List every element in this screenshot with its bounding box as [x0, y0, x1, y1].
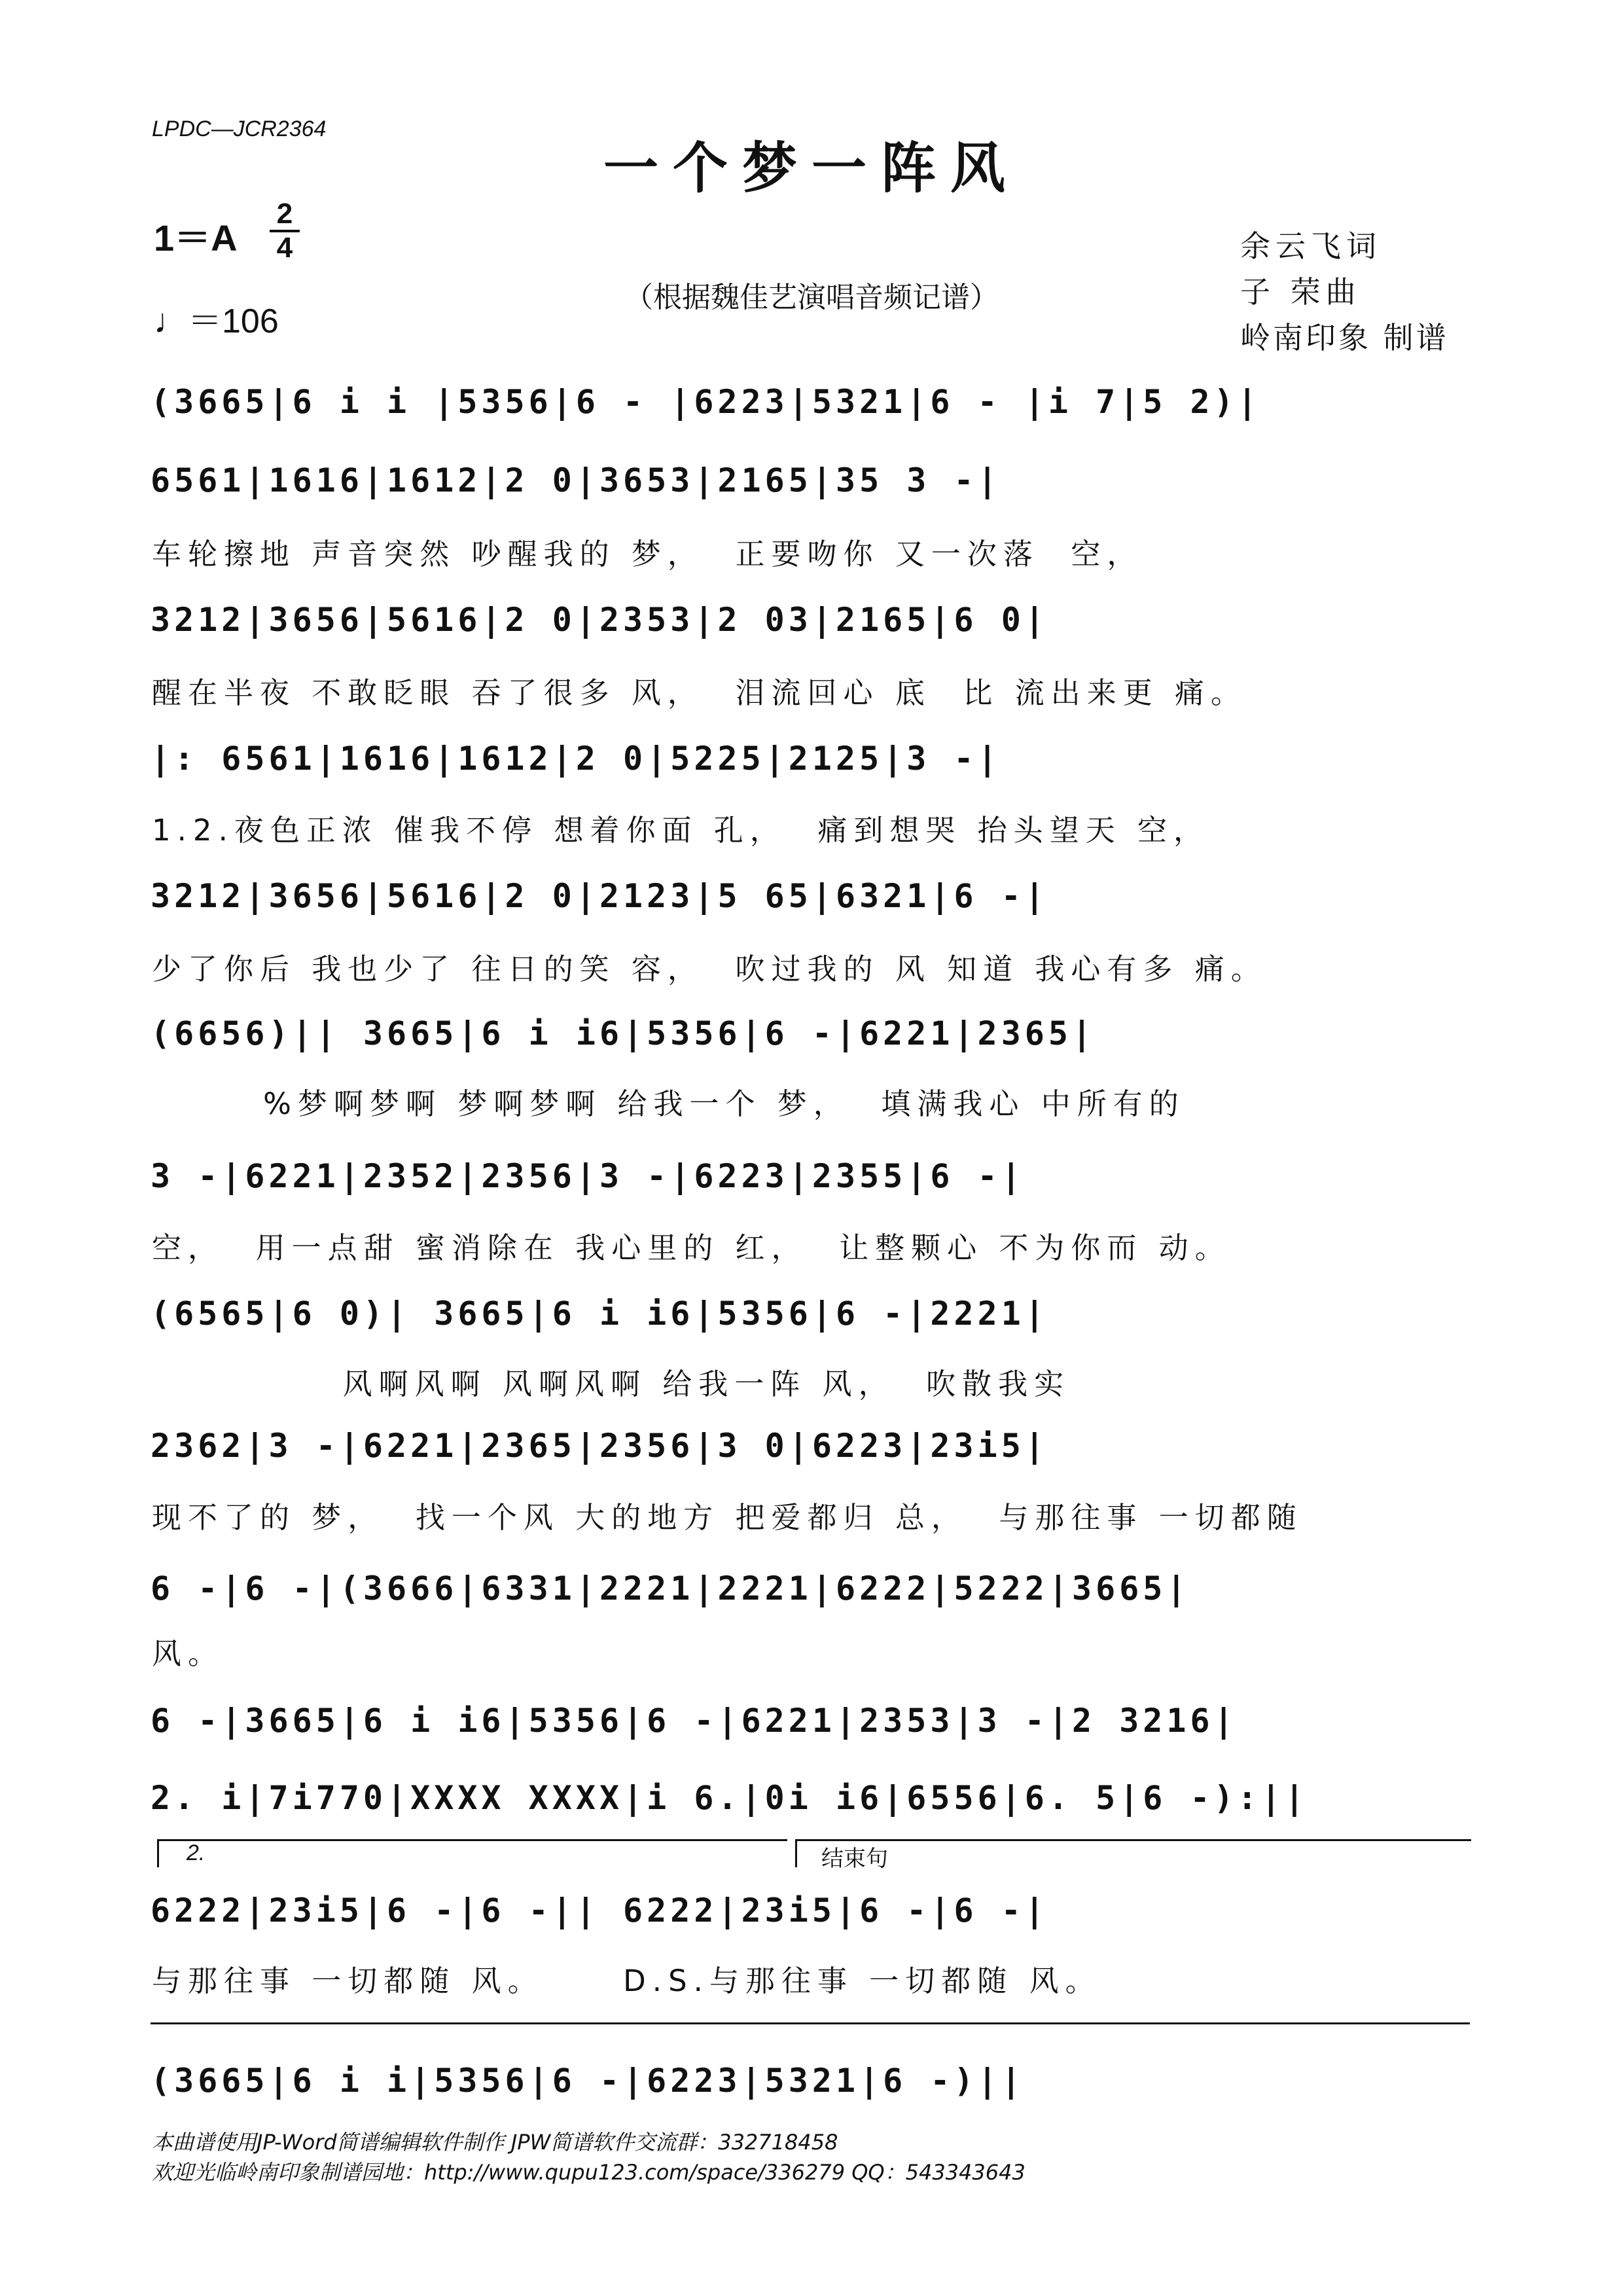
lyric-line: 现不了的 梦， 找一个风 大的地方 把爱都归 总， 与那往事 一切都随	[152, 1500, 1303, 1535]
notation-line: |: 6561|1616|1612|2 0|5225|2125|3 -|	[151, 740, 1001, 778]
volta-bracket-2	[157, 1839, 787, 1867]
notation-line: (6656)|| 3665|6 i i6|5356|6 -|6221|2365|	[151, 1014, 1096, 1052]
lyric-line: %梦啊梦啊 梦啊梦啊 给我一个 梦， 填满我心 中所有的	[152, 1086, 1185, 1121]
time-signature	[270, 200, 300, 262]
ending-label: 结束句	[821, 1846, 888, 1871]
lyric-line: 与那往事 一切都随 风。 D.S.与那往事 一切都随 风。	[152, 1964, 1101, 1998]
notation-line: 2. i|7i770|XXXX XXXX|i 6.|0i i6|6556|6. 5|6 -):||	[151, 1779, 1309, 1817]
arranger-credit: 岭南印象 制谱	[1240, 320, 1449, 355]
lyric-line: 空， 用一点甜 蜜消除在 我心里的 红， 让整颗心 不为你而 动。	[152, 1230, 1231, 1265]
lyric-line: 风啊风啊 风啊风啊 给我一阵 风， 吹散我实	[152, 1367, 1071, 1401]
notation-line: 6561|1616|1612|2 0|3653|2165|35 3 -|	[151, 461, 1001, 499]
tempo-marking: ♩＝106	[154, 302, 279, 340]
notation-line: 2362|3 -|6221|2365|2356|3 0|6223|23i5|	[151, 1427, 1048, 1465]
song-title: 一个梦一阵风	[603, 135, 1020, 200]
footer-software-note: 本曲谱使用JP-Word简谱编辑软件制作 JPW简谱软件交流群：332718458	[152, 2130, 838, 2155]
lyricist-credit: 余云飞词	[1240, 228, 1382, 264]
composer-credit: 子 荣曲	[1240, 274, 1361, 310]
ending-bracket	[795, 1839, 1471, 1867]
section-divider	[151, 2022, 1470, 2024]
notation-line: (6565|6 0)| 3665|6 i i6|5356|6 -|2221|	[151, 1295, 1048, 1333]
lyric-line: 1.2.夜色正浓 催我不停 想着你面 孔， 痛到想哭 抬头望天 空，	[152, 813, 1210, 848]
notation-line: 3212|3656|5616|2 0|2353|2 03|2165|6 0|	[151, 601, 1048, 639]
volta-2-label: 2.	[187, 1840, 205, 1865]
lyric-line: 醒在半夜 不敢眨眼 吞了很多 风， 泪流回心 底 比 流出来更 痛。	[152, 675, 1247, 710]
notation-line: 3212|3656|5616|2 0|2123|5 65|6321|6 -|	[151, 877, 1048, 915]
notation-line: 6222|23i5|6 -|6 -|| 6222|23i5|6 -|6 -|	[151, 1892, 1048, 1929]
lyric-line: 车轮擦地 声音突然 吵醒我的 梦， 正要吻你 又一次落 空，	[152, 537, 1143, 571]
lyric-line: 少了你后 我也少了 往日的笑 容， 吹过我的 风 知道 我心有多 痛。	[152, 952, 1267, 986]
notation-line: 3 -|6221|2352|2356|3 -|6223|2355|6 -|	[151, 1157, 1025, 1195]
footer-website-note: 欢迎光临岭南印象制谱园地：http://www.qupu123.com/space/336279 QQ：543343643	[152, 2160, 1026, 2185]
time-sig-bottom: 4	[276, 232, 293, 264]
notation-line: (3665|6 i i|5356|6 -|6223|5321|6 -)||	[151, 2062, 1025, 2100]
lyric-line: 风。	[152, 1636, 224, 1671]
time-sig-top: 2	[276, 198, 293, 230]
notation-line: (3665|6 i i |5356|6 - |6223|5321|6 - |i 7|5 2)|	[151, 383, 1261, 421]
notation-line: 6 -|6 -|(3666|6331|2221|2221|6222|5222|3665|	[151, 1570, 1190, 1607]
source-note: （根据魏佳艺演唱音频记谱）	[624, 281, 999, 314]
score-code: LPDC—JCR2364	[152, 117, 327, 141]
key-signature: 1＝A	[154, 217, 238, 259]
notation-line: 6 -|3665|6 i i6|5356|6 -|6221|2353|3 -|2 3216|	[151, 1702, 1238, 1740]
